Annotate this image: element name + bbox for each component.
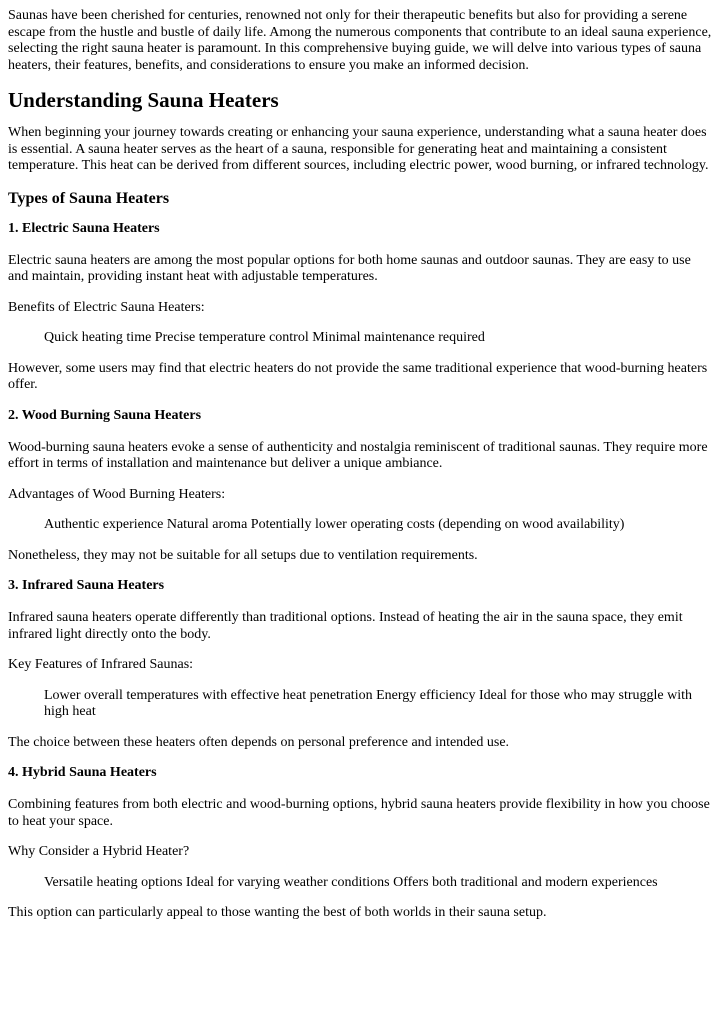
list-quote: Versatile heating options Ideal for varying weather conditions Offers both traditional and modern experiences — [44, 874, 658, 890]
list-label: Why Consider a Hybrid Heater? — [8, 844, 190, 859]
section-paragraph: Electric sauna heaters are among the most popular options for both home saunas and outdoor saunas. They are easy to use and maintain, providing instant heat with adjustable temperatures. — [8, 252, 691, 284]
list-quote: Quick heating time Precise temperature control Minimal maintenance required — [44, 330, 485, 345]
list-label: Benefits of Electric Sauna Heaters: — [8, 299, 205, 315]
section-closing: However, some users may find that electric heaters do not provide the same traditional experience that wood-burning heaters offer. — [8, 360, 708, 392]
section-electric — [8, 221, 712, 394]
list-label: Advantages of Wood Burning Heaters: — [8, 486, 226, 502]
understanding-paragraph: When beginning your journey towards creating or enhancing your sauna experience, understanding what a sauna heater does is essential. A sauna heater serves as the heart of a sauna, responsible for generating heat and maintaining a consistent temperature. This heat can be derived from different sources, including electric power, wood burning, or infrared technology. — [8, 125, 709, 173]
section-closing: Nonetheless, they may not be suitable for all setups due to ventilation requirements. — [8, 547, 478, 563]
main-heading: Understanding Sauna Heaters — [8, 88, 279, 112]
section-infrared — [8, 578, 712, 751]
section-heading: 1. Electric Sauna Heaters — [8, 220, 160, 236]
section-heading: 2. Wood Burning Sauna Heaters — [8, 407, 202, 423]
section-wood-burning — [8, 408, 712, 565]
section-paragraph: Infrared sauna heaters operate differently than traditional options. Instead of heating the air in the sauna space, they emit infrared light directly onto the body. — [8, 610, 683, 642]
section-paragraph: Combining features from both electric and wood-burning options, hybrid sauna heaters provide flexibility in how you choose to heat your space. — [8, 797, 710, 829]
section-heading: 4. Hybrid Sauna Heaters — [8, 765, 157, 780]
types-heading: Types of Sauna Heaters — [8, 189, 170, 207]
intro-paragraph: Saunas have been cherished for centuries, renowned not only for their therapeutic benefits but also for providing a serene escape from the hustle and bustle of daily life. Among the numerous components that contribute to an ideal sauna experience, selecting the right sauna heater is paramount. In this comprehensive buying guide, we will delve into various types of sauna heaters, their features, benefits, and considerations to ensure you make an informed decision. — [8, 8, 712, 73]
section-closing: This option can particularly appeal to those wanting the best of both worlds in their sauna setup. — [8, 905, 547, 920]
section-paragraph: Wood-burning sauna heaters evoke a sense of authenticity and nostalgia reminiscent of traditional saunas. They require more effort in terms of installation and maintenance but deliver a unique ambiance. — [8, 439, 708, 471]
section-closing: The choice between these heaters often depends on personal preference and intended use. — [8, 734, 510, 750]
section-hybrid — [8, 765, 712, 922]
list-label: Key Features of Infrared Saunas: — [8, 657, 194, 672]
list-quote: Authentic experience Natural aroma Potentially lower operating costs (depending on wood availability) — [44, 517, 625, 532]
list-quote: Lower overall temperatures with effective heat penetration Energy efficiency Ideal for those who may struggle with high heat — [44, 687, 693, 719]
section-heading: 3. Infrared Sauna Heaters — [8, 578, 165, 593]
